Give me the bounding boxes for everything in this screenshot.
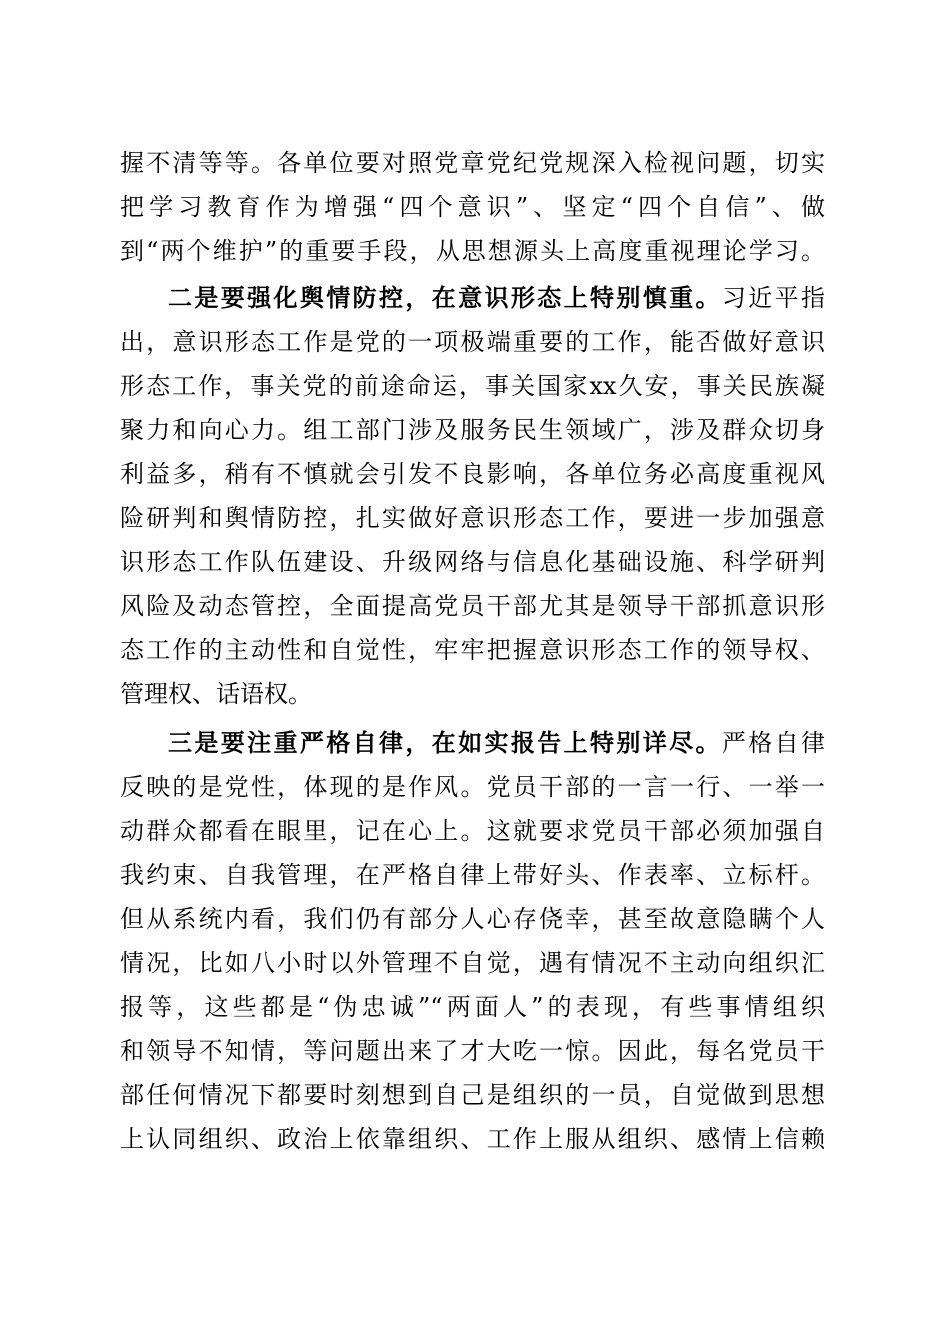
text-line: 管理权、话语权。 <box>120 680 312 708</box>
text-run: 习近平指 <box>721 284 825 312</box>
text-run: 严格自律 <box>721 729 825 757</box>
text-line: 险研判和舆情防控，扎实做好意识形态工作，要进一步加强意 <box>120 504 825 532</box>
text-line: 识形态工作队伍建设、升级网络与信息化基础设施、科学研判 <box>120 548 825 576</box>
text-line: 反映的是党性，体现的是作风。党员干部的一言一行、一举一 <box>120 773 825 801</box>
text-line: 握不清等等。各单位要对照党章党纪党规深入检视问题，切实 <box>120 149 825 177</box>
text-line: 情况，比如八小时以外管理不自觉，遇有情况不主动向组织汇 <box>120 949 825 977</box>
text-line: 部任何情况下都要时刻想到自己是组织的一员，自觉做到思想 <box>120 1081 825 1109</box>
text-line: 出，意识形态工作是党的一项极端重要的工作，能否做好意识 <box>120 328 825 356</box>
text-line: 聚力和向心力。组工部门涉及服务民生领域广，涉及群众切身 <box>120 416 825 444</box>
paragraph-heading: 二是要强化舆情防控，在意识形态上特别慎重。 <box>168 283 722 312</box>
text-line: 和领导不知情，等问题出来了才大吃一惊。因此，每名党员干 <box>120 1037 825 1065</box>
text-line: 态工作的主动性和自觉性，牢牢把握意识形态工作的领导权、 <box>120 636 825 664</box>
text-line: 但从系统内看，我们仍有部分人心存侥幸，甚至故意隐瞒个人 <box>120 905 825 933</box>
text-line: 把学习教育作为增强“四个意识”、坚定“四个自信”、做 <box>120 193 825 221</box>
paragraph-first-line <box>168 283 825 313</box>
text-line: 到“两个维护”的重要手段，从思想源头上高度重视理论学习。 <box>120 237 825 265</box>
text-line: 形态工作，事关党的前途命运，事关国家xx久安，事关民族凝 <box>120 372 825 400</box>
text-line: 动群众都看在眼里，记在心上。这就要求党员干部必须加强自 <box>120 817 825 845</box>
paragraph-first-line <box>168 728 825 758</box>
text-line: 上认同组织、政治上依靠组织、工作上服从组织、感情上信赖 <box>120 1125 825 1153</box>
text-line: 风险及动态管控，全面提高党员干部尤其是领导干部抓意识形 <box>120 592 825 620</box>
paragraph-heading: 三是要注重严格自律，在如实报告上特别详尽。 <box>168 728 722 757</box>
text-line: 我约束、自我管理，在严格自律上带好头、作表率、立标杆。 <box>120 861 825 889</box>
text-line: 利益多，稍有不慎就会引发不良影响，各单位务必高度重视风 <box>120 460 825 488</box>
text-line: 报等，这些都是“伪忠诚”“两面人”的表现，有些事情组织 <box>120 993 825 1021</box>
